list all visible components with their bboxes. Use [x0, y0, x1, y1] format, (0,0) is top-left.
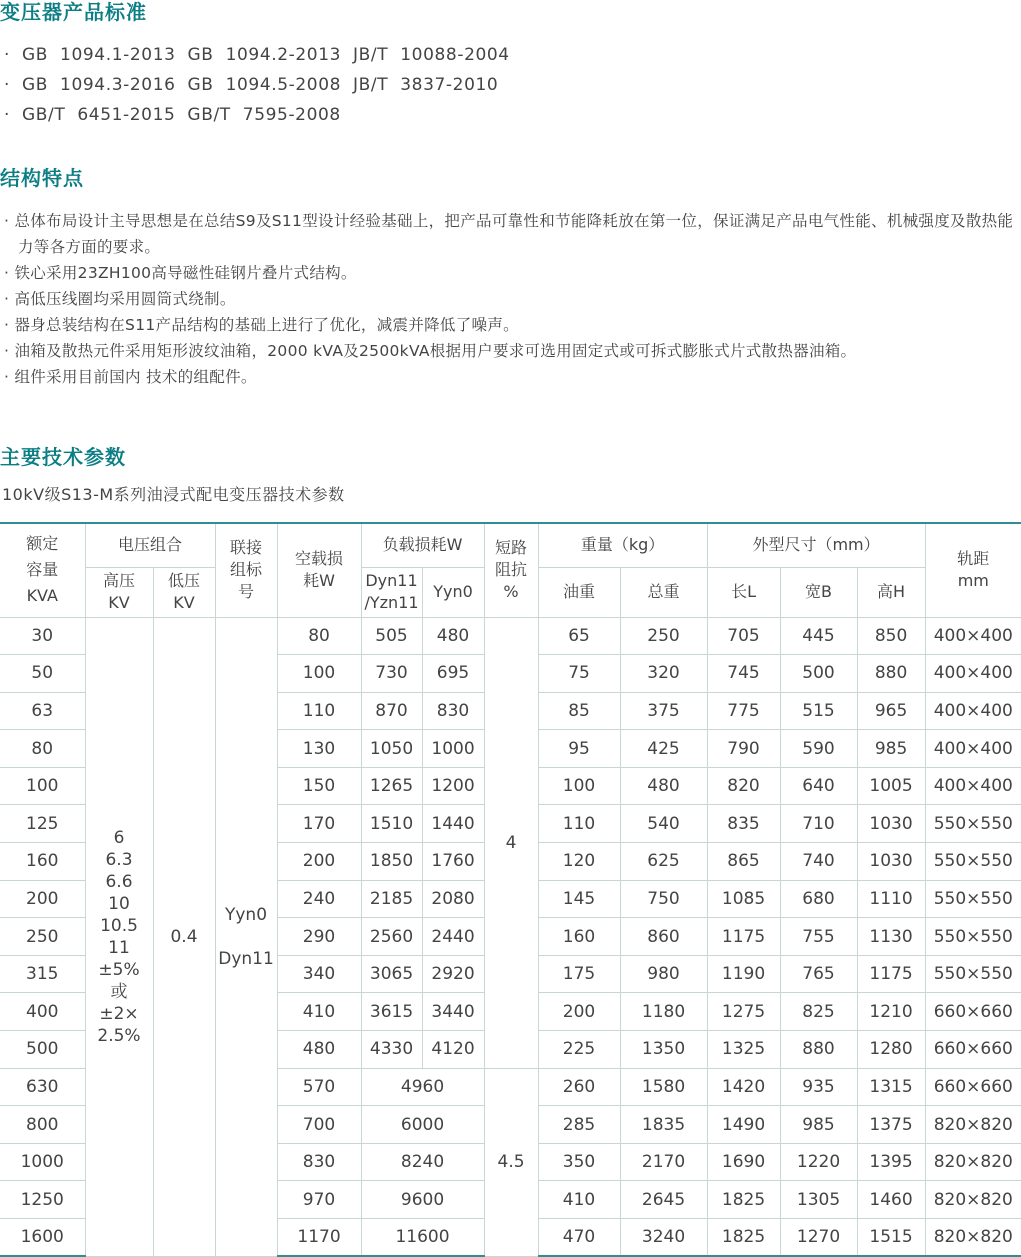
- cell-no-load-loss: 290: [277, 918, 361, 956]
- cell-kva: 30: [0, 617, 85, 655]
- spec-table: [0, 522, 1021, 1257]
- cell-gauge: 550×550: [925, 880, 1021, 918]
- cell-height: 1005: [857, 767, 925, 805]
- cell-no-load-loss: 970: [277, 1181, 361, 1219]
- cell-load-loss-dyn11: 3615: [361, 993, 422, 1031]
- cell-load-loss-dyn11: 870: [361, 692, 422, 730]
- cell-load-loss-yyn0: 695: [422, 655, 484, 693]
- cell-width: 825: [780, 993, 857, 1031]
- feature-item: · 油箱及散热元件采用矩形波纹油箱，2000 kVA及2500kVA根据用户要求可选用固定式或可拆式膨胀式片式散热器油箱。: [4, 342, 857, 360]
- cell-total-weight: 375: [620, 692, 707, 730]
- hv-value: ±2×: [99, 1003, 139, 1024]
- cell-kva: 800: [0, 1106, 85, 1144]
- cell-length: 1825: [707, 1219, 780, 1257]
- cell-load-loss-dyn11: 1050: [361, 730, 422, 768]
- cell-kva: 63: [0, 692, 85, 730]
- col-no-load-loss: 空载损 耗W: [277, 523, 361, 617]
- hv-value: 10.5: [100, 915, 138, 936]
- cell-height: 1375: [857, 1106, 925, 1144]
- features-title: 结构特点: [0, 166, 84, 190]
- cell-oil-weight: 120: [538, 843, 620, 881]
- cell-oil-weight: 285: [538, 1106, 620, 1144]
- cell-no-load-loss: 100: [277, 655, 361, 693]
- cell-gauge: 400×400: [925, 617, 1021, 655]
- cell-height: 1110: [857, 880, 925, 918]
- cell-no-load-loss: 340: [277, 955, 361, 993]
- cell-total-weight: 320: [620, 655, 707, 693]
- cell-no-load-loss: 830: [277, 1143, 361, 1181]
- cell-length: 745: [707, 655, 780, 693]
- cell-oil-weight: 410: [538, 1181, 620, 1219]
- cell-length: 1275: [707, 993, 780, 1031]
- cell-total-weight: 425: [620, 730, 707, 768]
- cell-oil-weight: 145: [538, 880, 620, 918]
- col-dimensions: 外型尺寸（mm）: [707, 523, 925, 567]
- cell-total-weight: 2645: [620, 1181, 707, 1219]
- col-voltage-combo: 电压组合: [85, 523, 215, 567]
- cell-oil-weight: 75: [538, 655, 620, 693]
- cell-length: 865: [707, 843, 780, 881]
- cell-oil-weight: 200: [538, 993, 620, 1031]
- cell-height: 1515: [857, 1219, 925, 1257]
- col-rated-capacity: 额定 容量 KVA: [0, 523, 85, 617]
- cell-oil-weight: 65: [538, 617, 620, 655]
- cell-height: 1175: [857, 955, 925, 993]
- cell-length: 790: [707, 730, 780, 768]
- cell-oil-weight: 175: [538, 955, 620, 993]
- cell-load-loss-dyn11: 1510: [361, 805, 422, 843]
- cell-gauge: 400×400: [925, 655, 1021, 693]
- cell-length: 1825: [707, 1181, 780, 1219]
- cell-no-load-loss: 570: [277, 1068, 361, 1106]
- cell-length: 820: [707, 767, 780, 805]
- cell-oil-weight: 260: [538, 1068, 620, 1106]
- cell-height: 1130: [857, 918, 925, 956]
- cell-kva: 250: [0, 918, 85, 956]
- cell-gauge: 660×660: [925, 993, 1021, 1031]
- hv-value: ±5%: [98, 959, 140, 980]
- cell-lv: 0.4: [153, 617, 215, 1256]
- cell-load-loss-dyn11: 1265: [361, 767, 422, 805]
- cell-load-loss-yyn0: 830: [422, 692, 484, 730]
- cell-kva: 160: [0, 843, 85, 881]
- cell-no-load-loss: 410: [277, 993, 361, 1031]
- cell-load-loss-dyn11: 3065: [361, 955, 422, 993]
- cell-connection: [215, 617, 277, 1256]
- cell-width: 680: [780, 880, 857, 918]
- col-short-circuit: 短路 阻抗 %: [484, 523, 538, 617]
- cell-gauge: 550×550: [925, 955, 1021, 993]
- cell-total-weight: 1180: [620, 993, 707, 1031]
- connection-value: Yyn0: [224, 904, 268, 925]
- cell-gauge: 400×400: [925, 692, 1021, 730]
- cell-gauge: 820×820: [925, 1181, 1021, 1219]
- cell-height: 1395: [857, 1143, 925, 1181]
- cell-load-loss-yyn0: 1000: [422, 730, 484, 768]
- cell-width: 590: [780, 730, 857, 768]
- cell-total-weight: 980: [620, 955, 707, 993]
- cell-no-load-loss: 240: [277, 880, 361, 918]
- cell-gauge: 550×550: [925, 918, 1021, 956]
- cell-load-loss-dyn11: 2185: [361, 880, 422, 918]
- feature-item: · 总体布局设计主导思想是在总结S9及S11型设计经验基础上，把产品可靠性和节能降耗放在第一位，保证满足产品电气性能、机械强度及散热能力等各方面的要求。: [4, 212, 1014, 256]
- col-width: 宽B: [780, 567, 857, 617]
- cell-width: 985: [780, 1106, 857, 1144]
- cell-load-loss: 11600: [361, 1219, 484, 1257]
- cell-oil-weight: 470: [538, 1219, 620, 1257]
- cell-load-loss-dyn11: 505: [361, 617, 422, 655]
- cell-load-loss-yyn0: 1440: [422, 805, 484, 843]
- cell-kva: 315: [0, 955, 85, 993]
- cell-total-weight: 3240: [620, 1219, 707, 1257]
- cell-load-loss-yyn0: 3440: [422, 993, 484, 1031]
- cell-impedance: 4.5: [484, 1068, 538, 1256]
- cell-oil-weight: 100: [538, 767, 620, 805]
- hv-value: 2.5%: [97, 1025, 141, 1046]
- cell-hv: [85, 617, 153, 1256]
- cell-no-load-loss: 150: [277, 767, 361, 805]
- standards-item: · GB/T 6451-2015 GB/T 7595-2008: [4, 105, 341, 125]
- cell-length: 1690: [707, 1143, 780, 1181]
- cell-load-loss: 8240: [361, 1143, 484, 1181]
- cell-kva: 1000: [0, 1143, 85, 1181]
- table-row: [0, 617, 1021, 655]
- cell-length: 835: [707, 805, 780, 843]
- cell-length: 705: [707, 617, 780, 655]
- cell-total-weight: 1835: [620, 1106, 707, 1144]
- cell-load-loss-dyn11: 4330: [361, 1031, 422, 1069]
- cell-gauge: 550×550: [925, 805, 1021, 843]
- cell-height: 1315: [857, 1068, 925, 1106]
- hv-value: 6.3: [105, 849, 133, 870]
- cell-kva: 400: [0, 993, 85, 1031]
- cell-width: 1305: [780, 1181, 857, 1219]
- cell-height: 880: [857, 655, 925, 693]
- col-dyn11: Dyn11 /Yzn11: [361, 567, 422, 617]
- cell-load-loss-yyn0: 2440: [422, 918, 484, 956]
- cell-length: 1085: [707, 880, 780, 918]
- cell-height: 965: [857, 692, 925, 730]
- cell-kva: 1250: [0, 1181, 85, 1219]
- cell-width: 1270: [780, 1219, 857, 1257]
- col-lv: 低压 KV: [153, 567, 215, 617]
- cell-oil-weight: 85: [538, 692, 620, 730]
- cell-kva: 1600: [0, 1219, 85, 1257]
- cell-height: 985: [857, 730, 925, 768]
- col-oil-weight: 油重: [538, 567, 620, 617]
- cell-width: 640: [780, 767, 857, 805]
- hv-value: 或: [110, 981, 128, 1002]
- cell-total-weight: 860: [620, 918, 707, 956]
- cell-load-loss-yyn0: 1760: [422, 843, 484, 881]
- cell-oil-weight: 95: [538, 730, 620, 768]
- cell-kva: 630: [0, 1068, 85, 1106]
- cell-total-weight: 540: [620, 805, 707, 843]
- cell-load-loss-yyn0: 2080: [422, 880, 484, 918]
- col-yyn0: Yyn0: [422, 567, 484, 617]
- cell-kva: 80: [0, 730, 85, 768]
- cell-height: 1030: [857, 843, 925, 881]
- cell-width: 1220: [780, 1143, 857, 1181]
- cell-gauge: 660×660: [925, 1031, 1021, 1069]
- cell-no-load-loss: 110: [277, 692, 361, 730]
- cell-height: 1030: [857, 805, 925, 843]
- cell-height: 850: [857, 617, 925, 655]
- cell-total-weight: 250: [620, 617, 707, 655]
- spec-table-body: [0, 617, 1021, 1256]
- cell-width: 765: [780, 955, 857, 993]
- cell-width: 880: [780, 1031, 857, 1069]
- cell-gauge: 660×660: [925, 1068, 1021, 1106]
- cell-load-loss-dyn11: 1850: [361, 843, 422, 881]
- hv-value: 6: [113, 827, 125, 848]
- col-height: 高H: [857, 567, 925, 617]
- params-title: 主要技术参数: [0, 445, 126, 469]
- cell-length: 1420: [707, 1068, 780, 1106]
- cell-length: 1190: [707, 955, 780, 993]
- cell-load-loss-dyn11: 730: [361, 655, 422, 693]
- cell-height: 1280: [857, 1031, 925, 1069]
- standards-item: · GB 1094.3-2016 GB 1094.5-2008 JB/T 3837-2010: [4, 75, 499, 95]
- cell-width: 740: [780, 843, 857, 881]
- cell-height: 1210: [857, 993, 925, 1031]
- col-gauge: 轨距 mm: [925, 523, 1021, 617]
- feature-item: · 铁心采用23ZH100高导磁性硅钢片叠片式结构。: [4, 264, 357, 282]
- table-caption: 10kV级S13-M系列油浸式配电变压器技术参数: [2, 485, 345, 504]
- cell-kva: 50: [0, 655, 85, 693]
- cell-load-loss-yyn0: 480: [422, 617, 484, 655]
- cell-load-loss-yyn0: 4120: [422, 1031, 484, 1069]
- cell-kva: 125: [0, 805, 85, 843]
- features-list: [4, 208, 1016, 390]
- feature-item: · 组件采用目前国内 技术的组配件。: [4, 368, 257, 386]
- cell-width: 515: [780, 692, 857, 730]
- cell-load-loss: 6000: [361, 1106, 484, 1144]
- cell-total-weight: 625: [620, 843, 707, 881]
- connection-value: Dyn11: [218, 948, 274, 969]
- cell-width: 445: [780, 617, 857, 655]
- col-total-weight: 总重: [620, 567, 707, 617]
- cell-kva: 500: [0, 1031, 85, 1069]
- cell-no-load-loss: 480: [277, 1031, 361, 1069]
- cell-total-weight: 750: [620, 880, 707, 918]
- hv-value: 11: [108, 937, 130, 958]
- cell-load-loss-yyn0: 1200: [422, 767, 484, 805]
- cell-length: 775: [707, 692, 780, 730]
- standards-title: 变压器产品标准: [0, 0, 147, 24]
- col-load-loss: 负载损耗W: [361, 523, 484, 567]
- hv-value: 6.6: [105, 871, 133, 892]
- standards-item: · GB 1094.1-2013 GB 1094.2-2013 JB/T 10088-2004: [4, 45, 510, 65]
- standards-list: [4, 40, 510, 130]
- cell-total-weight: 1350: [620, 1031, 707, 1069]
- cell-no-load-loss: 130: [277, 730, 361, 768]
- cell-no-load-loss: 700: [277, 1106, 361, 1144]
- cell-impedance: 4: [484, 617, 538, 1068]
- cell-oil-weight: 350: [538, 1143, 620, 1181]
- cell-width: 500: [780, 655, 857, 693]
- cell-length: 1490: [707, 1106, 780, 1144]
- cell-total-weight: 2170: [620, 1143, 707, 1181]
- cell-gauge: 550×550: [925, 843, 1021, 881]
- hv-value: 10: [108, 893, 130, 914]
- cell-oil-weight: 160: [538, 918, 620, 956]
- feature-item: · 器身总装结构在S11产品结构的基础上进行了优化，减震并降低了噪声。: [4, 316, 519, 334]
- cell-oil-weight: 110: [538, 805, 620, 843]
- cell-height: 1460: [857, 1181, 925, 1219]
- cell-no-load-loss: 80: [277, 617, 361, 655]
- cell-total-weight: 1580: [620, 1068, 707, 1106]
- cell-length: 1325: [707, 1031, 780, 1069]
- cell-length: 1175: [707, 918, 780, 956]
- cell-load-loss: 4960: [361, 1068, 484, 1106]
- cell-oil-weight: 225: [538, 1031, 620, 1069]
- cell-kva: 200: [0, 880, 85, 918]
- cell-width: 935: [780, 1068, 857, 1106]
- cell-no-load-loss: 1170: [277, 1219, 361, 1257]
- cell-gauge: 820×820: [925, 1219, 1021, 1257]
- col-connection: 联接 组标 号: [215, 523, 277, 617]
- cell-width: 755: [780, 918, 857, 956]
- cell-gauge: 400×400: [925, 730, 1021, 768]
- feature-item: · 高低压线圈均采用圆筒式绕制。: [4, 290, 236, 308]
- cell-total-weight: 480: [620, 767, 707, 805]
- cell-gauge: 820×820: [925, 1143, 1021, 1181]
- cell-no-load-loss: 200: [277, 843, 361, 881]
- cell-load-loss: 9600: [361, 1181, 484, 1219]
- cell-gauge: 400×400: [925, 767, 1021, 805]
- cell-no-load-loss: 170: [277, 805, 361, 843]
- col-weight: 重量（kg）: [538, 523, 707, 567]
- cell-kva: 100: [0, 767, 85, 805]
- col-length: 长L: [707, 567, 780, 617]
- cell-load-loss-dyn11: 2560: [361, 918, 422, 956]
- cell-gauge: 820×820: [925, 1106, 1021, 1144]
- cell-width: 710: [780, 805, 857, 843]
- cell-load-loss-yyn0: 2920: [422, 955, 484, 993]
- col-hv: 高压 KV: [85, 567, 153, 617]
